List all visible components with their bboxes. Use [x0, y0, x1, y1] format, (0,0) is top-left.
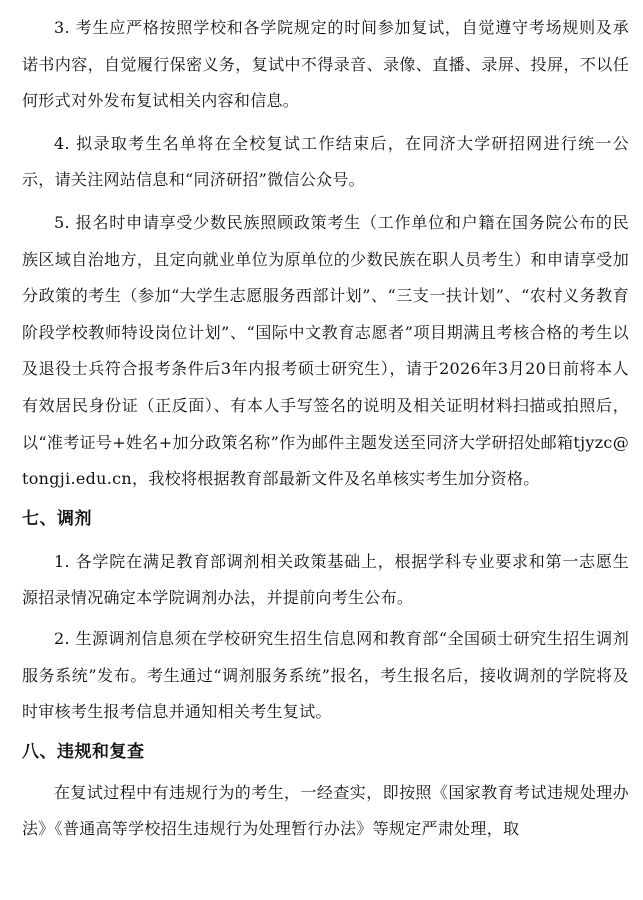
section-heading-violations: 八、违规和复查: [22, 741, 145, 762]
paragraph-item-5: 5. 报名时申请享受少数民族照顾政策考生（工作单位和户籍在国务院公布的民族区域自治地方，且定向就业单位为原单位的少数民族在职人员考生）和申请享受加分政策的考生（参加“大学生志愿服务西部计划”、“三支一扶计划”、“农村义务教育阶段学校教师特设岗位计划”、“国际中文教育志愿者”项目期满且考核合格的考生以及退役士兵符合报考条件后3年内报考硕士研究生），请于2026年3月20日前将本人有效居民身份证（正反面）、有本人手写签名的说明及相关证明材料扫描或拍照后，以“准考证号+姓名+加分政策名称”作为邮件主题发送至同济大学研招处邮箱tjyzc@tongji.edu.cn，我校将根据教育部最新文件及名单核实考生加分资格。: [22, 212, 629, 489]
adjustment-paragraph-2: 2. 生源调剂信息须在学校研究生招生信息网和教育部“全国硕士研究生招生调剂服务系统”发布。考生通过“调剂服务系统”报名，考生报名后，接收调剂的学院将及时审核考生报考信息并通知相关考生复试。: [22, 628, 629, 722]
paragraph-item-4: 4. 拟录取考生名单将在全校复试工作结束后，在同济大学研招网进行统一公示，请关注网站信息和“同济研招”微信公众号。: [22, 133, 629, 190]
adjustment-paragraph-1: 1. 各学院在满足教育部调剂相关政策基础上，根据学科专业要求和第一志愿生源招录情况确定本学院调剂办法，并提前向考生公布。: [22, 551, 629, 608]
paragraph-item-3: 3. 考生应严格按照学校和各学院规定的时间参加复试，自觉遵守考场规则及承诺书内容，自觉履行保密义务，复试中不得录音、录像、直播、录屏、投屏，不以任何形式对外发布复试相关内容和信息。: [22, 18, 629, 111]
violations-paragraph-1: 在复试过程中有违规行为的考生，一经查实，即按照《国家教育考试违规处理办法》《普通高等学校招生违规行为处理暂行办法》等规定严肃处理，取: [22, 782, 629, 839]
section-heading-adjustment: 七、调剂: [22, 508, 92, 529]
